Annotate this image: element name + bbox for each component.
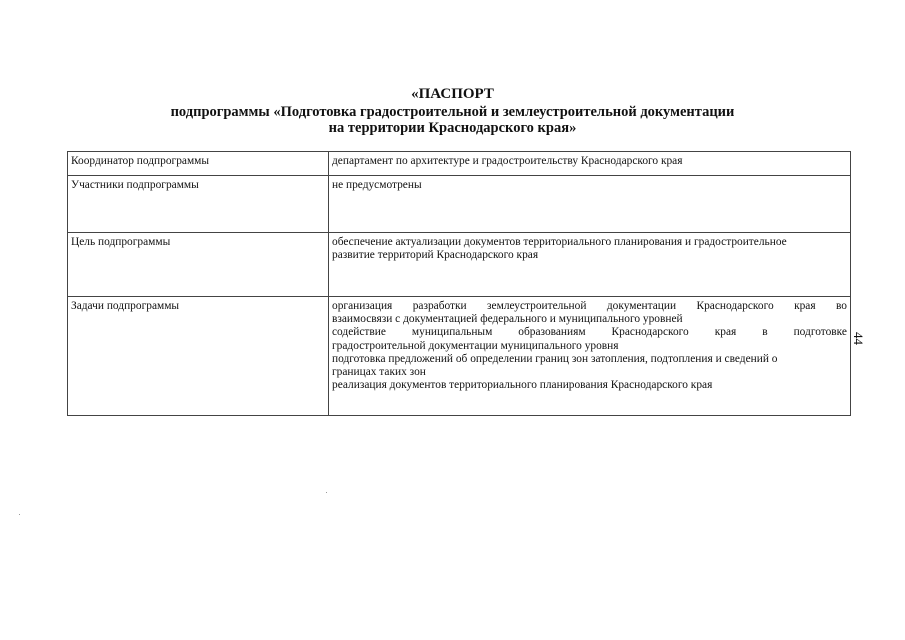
page-number: 44: [851, 332, 866, 345]
document-title: [0, 86, 905, 136]
title-subprogram: подпрограммы «Подготовка градостроительной и землеустроительной документации: [170, 104, 735, 120]
scan-speck: [19, 514, 20, 515]
row-value: [329, 152, 851, 176]
table-row: [68, 176, 851, 233]
row-label: Координатор подпрограммы: [68, 152, 329, 176]
value-line: реализация документов территориального планирования Краснодарского края: [332, 379, 713, 392]
scan-speck: [326, 492, 327, 493]
passport-table: [67, 151, 851, 416]
value-line: организация разработки землеустроительной документации Краснодарского края во: [332, 300, 847, 312]
value-line: развитие территорий Краснодарского края: [332, 249, 539, 262]
value-line: границах таких зон: [332, 366, 426, 379]
value-line: департамент по архитектуре и градостроительству Краснодарского края: [332, 155, 683, 167]
value-line: обеспечение актуализации документов территориального планирования и градостроительное: [332, 236, 787, 248]
row-value: [329, 176, 851, 233]
table-row: [68, 233, 851, 297]
row-value: [329, 297, 851, 416]
table-row: [68, 297, 851, 416]
row-label: Цель подпрограммы: [68, 233, 329, 297]
value-line: взаимосвязи с документацией федерального и муниципального уровней: [332, 313, 683, 326]
title-territory: на территории Краснодарского края»: [328, 120, 577, 136]
value-line: содействие муниципальным образованиям Краснодарского края в подготовке: [332, 326, 847, 339]
row-label: Задачи подпрограммы: [68, 297, 329, 416]
title-passport: «ПАСПОРТ: [411, 86, 494, 102]
value-line: подготовка предложений об определении границ зон затопления, подтопления и сведений о: [332, 352, 778, 365]
value-line: не предусмотрены: [332, 179, 422, 191]
table-row: [68, 152, 851, 176]
row-value: [329, 233, 851, 297]
value-line: градостроительной документации муниципального уровня: [332, 339, 619, 352]
row-label: Участники подпрограммы: [68, 176, 329, 233]
